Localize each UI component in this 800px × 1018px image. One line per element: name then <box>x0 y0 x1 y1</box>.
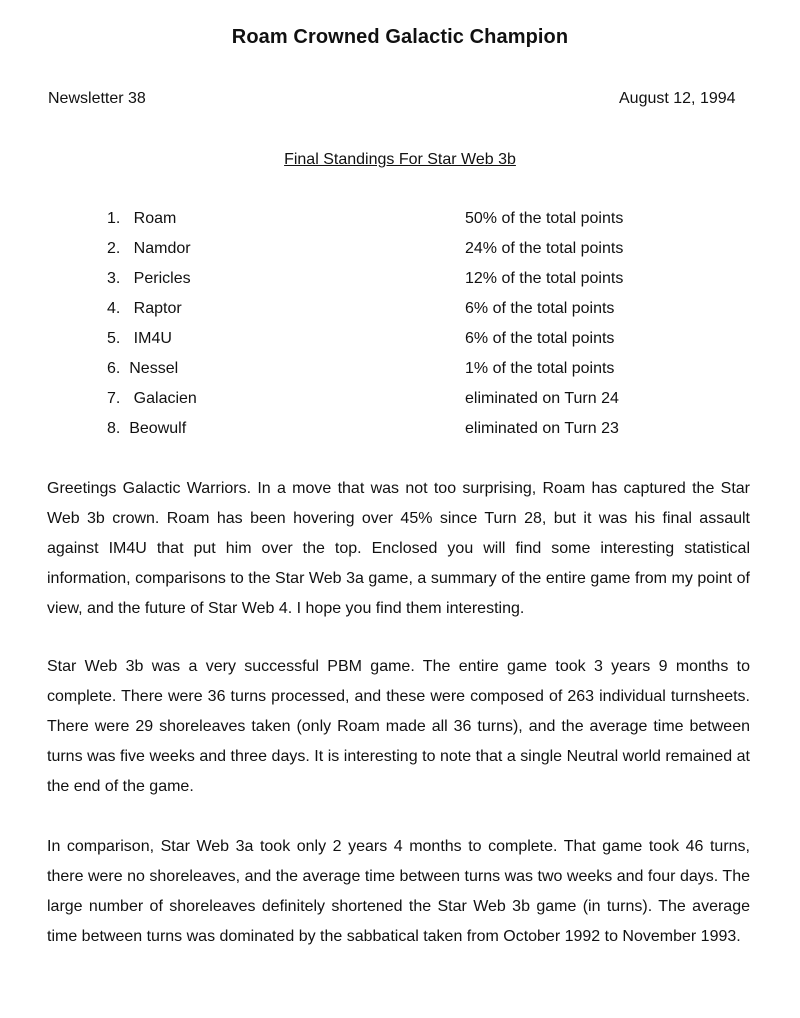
standings-result: eliminated on Turn 23 <box>465 420 619 437</box>
standings-result: 6% of the total points <box>465 300 615 317</box>
standings-row <box>0 358 800 388</box>
standings-row <box>0 328 800 358</box>
standings-player: 6. Nessel <box>107 360 179 377</box>
standings-player: 4. Raptor <box>107 300 182 317</box>
standings-result: 24% of the total points <box>465 240 624 257</box>
standings-player: 8. Beowulf <box>107 420 187 437</box>
standings-result: 1% of the total points <box>465 360 615 377</box>
standings-row <box>0 268 800 298</box>
body-paragraph-greetings: Greetings Galactic Warriors. In a move that was not too surprising, Roam has captured the Star Web 3b crown. Roam has been hovering over 45% since Turn 28, but it was his final assault against IM4U that put him over the top. Enclosed you will find some interesting statistical information, comparisons to the Star Web 3a game, a summary of the entire game from my point of view, and the future of Star Web 4. I hope you find them interesting. <box>47 480 750 617</box>
newsletter-number: Newsletter 38 <box>48 90 146 107</box>
newsletter-date: August 12, 1994 <box>619 90 736 107</box>
body-paragraph-comparison: In comparison, Star Web 3a took only 2 years 4 months to complete. That game took 46 turns, there were no shoreleaves, and the average time between turns was two weeks and four days. The large number of shoreleaves definitely shortened the Star Web 3b game (in turns). The average time between turns was dominated by the sabbatical taken from October 1992 to November 1993. <box>47 838 750 945</box>
standings-list <box>0 208 800 448</box>
standings-row <box>0 208 800 238</box>
standings-player: 2. Namdor <box>107 240 191 257</box>
standings-row <box>0 238 800 268</box>
standings-result: 12% of the total points <box>465 270 624 287</box>
standings-result: 50% of the total points <box>465 210 624 227</box>
standings-row <box>0 298 800 328</box>
standings-result: eliminated on Turn 24 <box>465 390 619 407</box>
standings-player: 3. Pericles <box>107 270 191 287</box>
standings-row <box>0 418 800 448</box>
document-title: Roam Crowned Galactic Champion <box>231 26 569 48</box>
standings-player: 7. Galacien <box>107 390 197 407</box>
standings-row <box>0 388 800 418</box>
standings-player: 5. IM4U <box>107 330 172 347</box>
standings-result: 6% of the total points <box>465 330 615 347</box>
standings-heading: Final Standings For Star Web 3b <box>284 151 516 168</box>
body-paragraph-statistics: Star Web 3b was a very successful PBM game. The entire game took 3 years 9 months to complete. There were 36 turns processed, and these were composed of 263 individual turnsheets. There were 29 shoreleaves taken (only Roam made all 36 turns), and the average time between turns was five weeks and three days. It is interesting to note that a single Neutral world remained at the end of the game. <box>47 658 750 795</box>
standings-player: 1. Roam <box>107 210 177 227</box>
